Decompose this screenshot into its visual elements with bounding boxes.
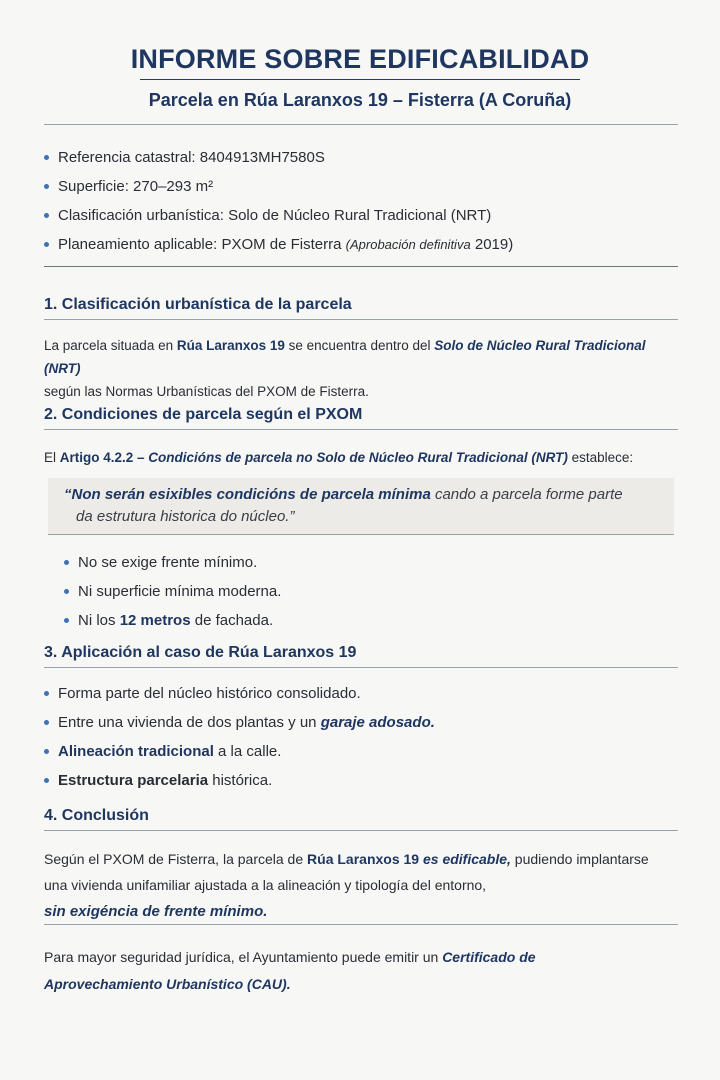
text-run: se encuentra dentro del bbox=[284, 338, 435, 353]
cau-note bbox=[44, 944, 684, 998]
item-text: de fachada. bbox=[190, 612, 274, 629]
section-3-heading: 3. Aplicación al caso de Rúa Laranxos 19 bbox=[44, 644, 357, 661]
fact-value: Solo de Núcleo Rural Tradicional (NRT) bbox=[223, 207, 492, 224]
facts-list bbox=[44, 143, 513, 259]
quote-run: cando a parcela forme parte bbox=[430, 486, 623, 503]
list-item bbox=[44, 766, 435, 795]
item-text: Ni los bbox=[78, 612, 120, 629]
article-ref: Artigo 4.2.2 – bbox=[59, 450, 149, 465]
section-2-heading: 2. Condiciones de parcela según el PXOM bbox=[44, 406, 363, 423]
bullet-icon bbox=[44, 242, 49, 247]
list-item bbox=[44, 679, 435, 708]
section-4-heading: 4. Conclusión bbox=[44, 807, 149, 824]
item-text: Entre una vivienda de dos plantas y un bbox=[58, 714, 321, 731]
bullet-icon bbox=[44, 213, 49, 218]
fact-value: 270–293 m² bbox=[128, 178, 214, 195]
address-text: Rúa Laranxos 19 bbox=[307, 851, 420, 867]
item-emphasis: garaje adosado. bbox=[320, 714, 435, 731]
address-text: Rúa Laranxos 19 bbox=[176, 338, 285, 353]
item-emphasis: 12 metros bbox=[119, 612, 191, 629]
item-text: a la calle. bbox=[213, 743, 282, 760]
fact-value: PXOM de Fisterra bbox=[217, 236, 346, 253]
nrt-text: Solo de Núcleo Rural Tradicional (NRT) bbox=[44, 338, 646, 376]
fact-label: Referencia catastral: bbox=[58, 149, 196, 166]
quote-emphasis: “Non serán esixibles condicións de parcela mínima bbox=[64, 486, 431, 503]
section-1-divider bbox=[44, 319, 678, 320]
fact-year: 2019) bbox=[470, 236, 514, 253]
text-run: La parcela situada en bbox=[44, 338, 177, 353]
section-3-divider bbox=[44, 667, 678, 668]
item-emphasis: Alineación tradicional bbox=[58, 743, 214, 760]
item-text: Forma parte del núcleo histórico consolidado. bbox=[58, 685, 361, 702]
title-divider bbox=[140, 79, 580, 80]
item-emphasis: Estructura parcelaria bbox=[58, 772, 209, 789]
article-quote bbox=[64, 484, 644, 528]
fact-cadastral-reference bbox=[44, 143, 513, 172]
certificate-text: Aprovechamiento Urbanístico (CAU). bbox=[44, 976, 291, 992]
text-run: El bbox=[44, 450, 60, 465]
item-text: histórica. bbox=[208, 772, 273, 789]
text-run: una vivienda unifamiliar ajustada a la alineación y tipología del entorno, bbox=[44, 877, 487, 893]
fact-classification bbox=[44, 201, 513, 230]
bullet-icon bbox=[44, 720, 49, 725]
text-run: según las Normas Urbanísticas del PXOM de Fisterra. bbox=[44, 384, 369, 399]
bullet-icon bbox=[44, 691, 49, 696]
header-divider bbox=[44, 124, 678, 125]
bullet-icon bbox=[44, 749, 49, 754]
conclusion-divider bbox=[44, 924, 678, 925]
section-4-divider bbox=[44, 830, 678, 831]
conclusion-paragraph bbox=[44, 846, 684, 925]
bullet-icon bbox=[64, 560, 69, 565]
bullet-icon bbox=[44, 778, 49, 783]
bullet-icon bbox=[64, 589, 69, 594]
list-item bbox=[44, 708, 435, 737]
quote-run: da estrutura historica do núcleo.” bbox=[76, 508, 295, 525]
section-1-heading: 1. Clasificación urbanística de la parcela bbox=[44, 296, 352, 313]
section-2-divider bbox=[44, 429, 678, 430]
fact-label: Superficie: bbox=[58, 178, 129, 195]
fact-surface bbox=[44, 172, 513, 201]
list-item bbox=[44, 737, 435, 766]
text-run: Según el PXOM de Fisterra, la parcela de bbox=[44, 851, 308, 867]
list-item bbox=[64, 606, 281, 635]
fact-value: 8404913MH7580S bbox=[195, 149, 325, 166]
fact-label: Planeamiento aplicable: bbox=[58, 236, 218, 253]
conclusion-emphasis: sin exigéncia de frente mínimo. bbox=[44, 903, 268, 920]
report-title: INFORME SOBRE EDIFICABILIDAD bbox=[130, 44, 590, 74]
section-2-intro bbox=[44, 446, 684, 469]
bullet-icon bbox=[44, 155, 49, 160]
list-item bbox=[64, 577, 281, 606]
bullet-icon bbox=[44, 184, 49, 189]
certificate-text: Certificado de bbox=[442, 949, 536, 965]
text-run: Para mayor seguridad jurídica, el Ayuntamiento puede emitir un bbox=[44, 949, 443, 965]
facts-divider bbox=[44, 266, 678, 267]
report-subtitle: Parcela en Rúa Laranxos 19 – Fisterra (A Coruña) bbox=[148, 90, 572, 110]
section-2-list bbox=[64, 548, 281, 635]
item-text: Ni superficie mínima moderna. bbox=[78, 583, 282, 600]
bullet-icon bbox=[64, 618, 69, 623]
text-run: establece: bbox=[567, 450, 634, 465]
item-text: No se exige frente mínimo. bbox=[78, 554, 258, 571]
section-1-paragraph bbox=[44, 334, 684, 403]
list-item bbox=[64, 548, 281, 577]
fact-label: Clasificación urbanística: bbox=[58, 207, 224, 224]
section-3-list bbox=[44, 679, 435, 795]
fact-note: (Aprobación definitiva bbox=[345, 237, 471, 252]
text-run: pudiendo implantarse bbox=[510, 851, 649, 867]
article-title: Condicións de parcela no Solo de Núcleo Rural Tradicional (NRT) bbox=[148, 450, 568, 465]
edificable-text: es edificable, bbox=[419, 851, 511, 867]
fact-planning bbox=[44, 230, 513, 259]
